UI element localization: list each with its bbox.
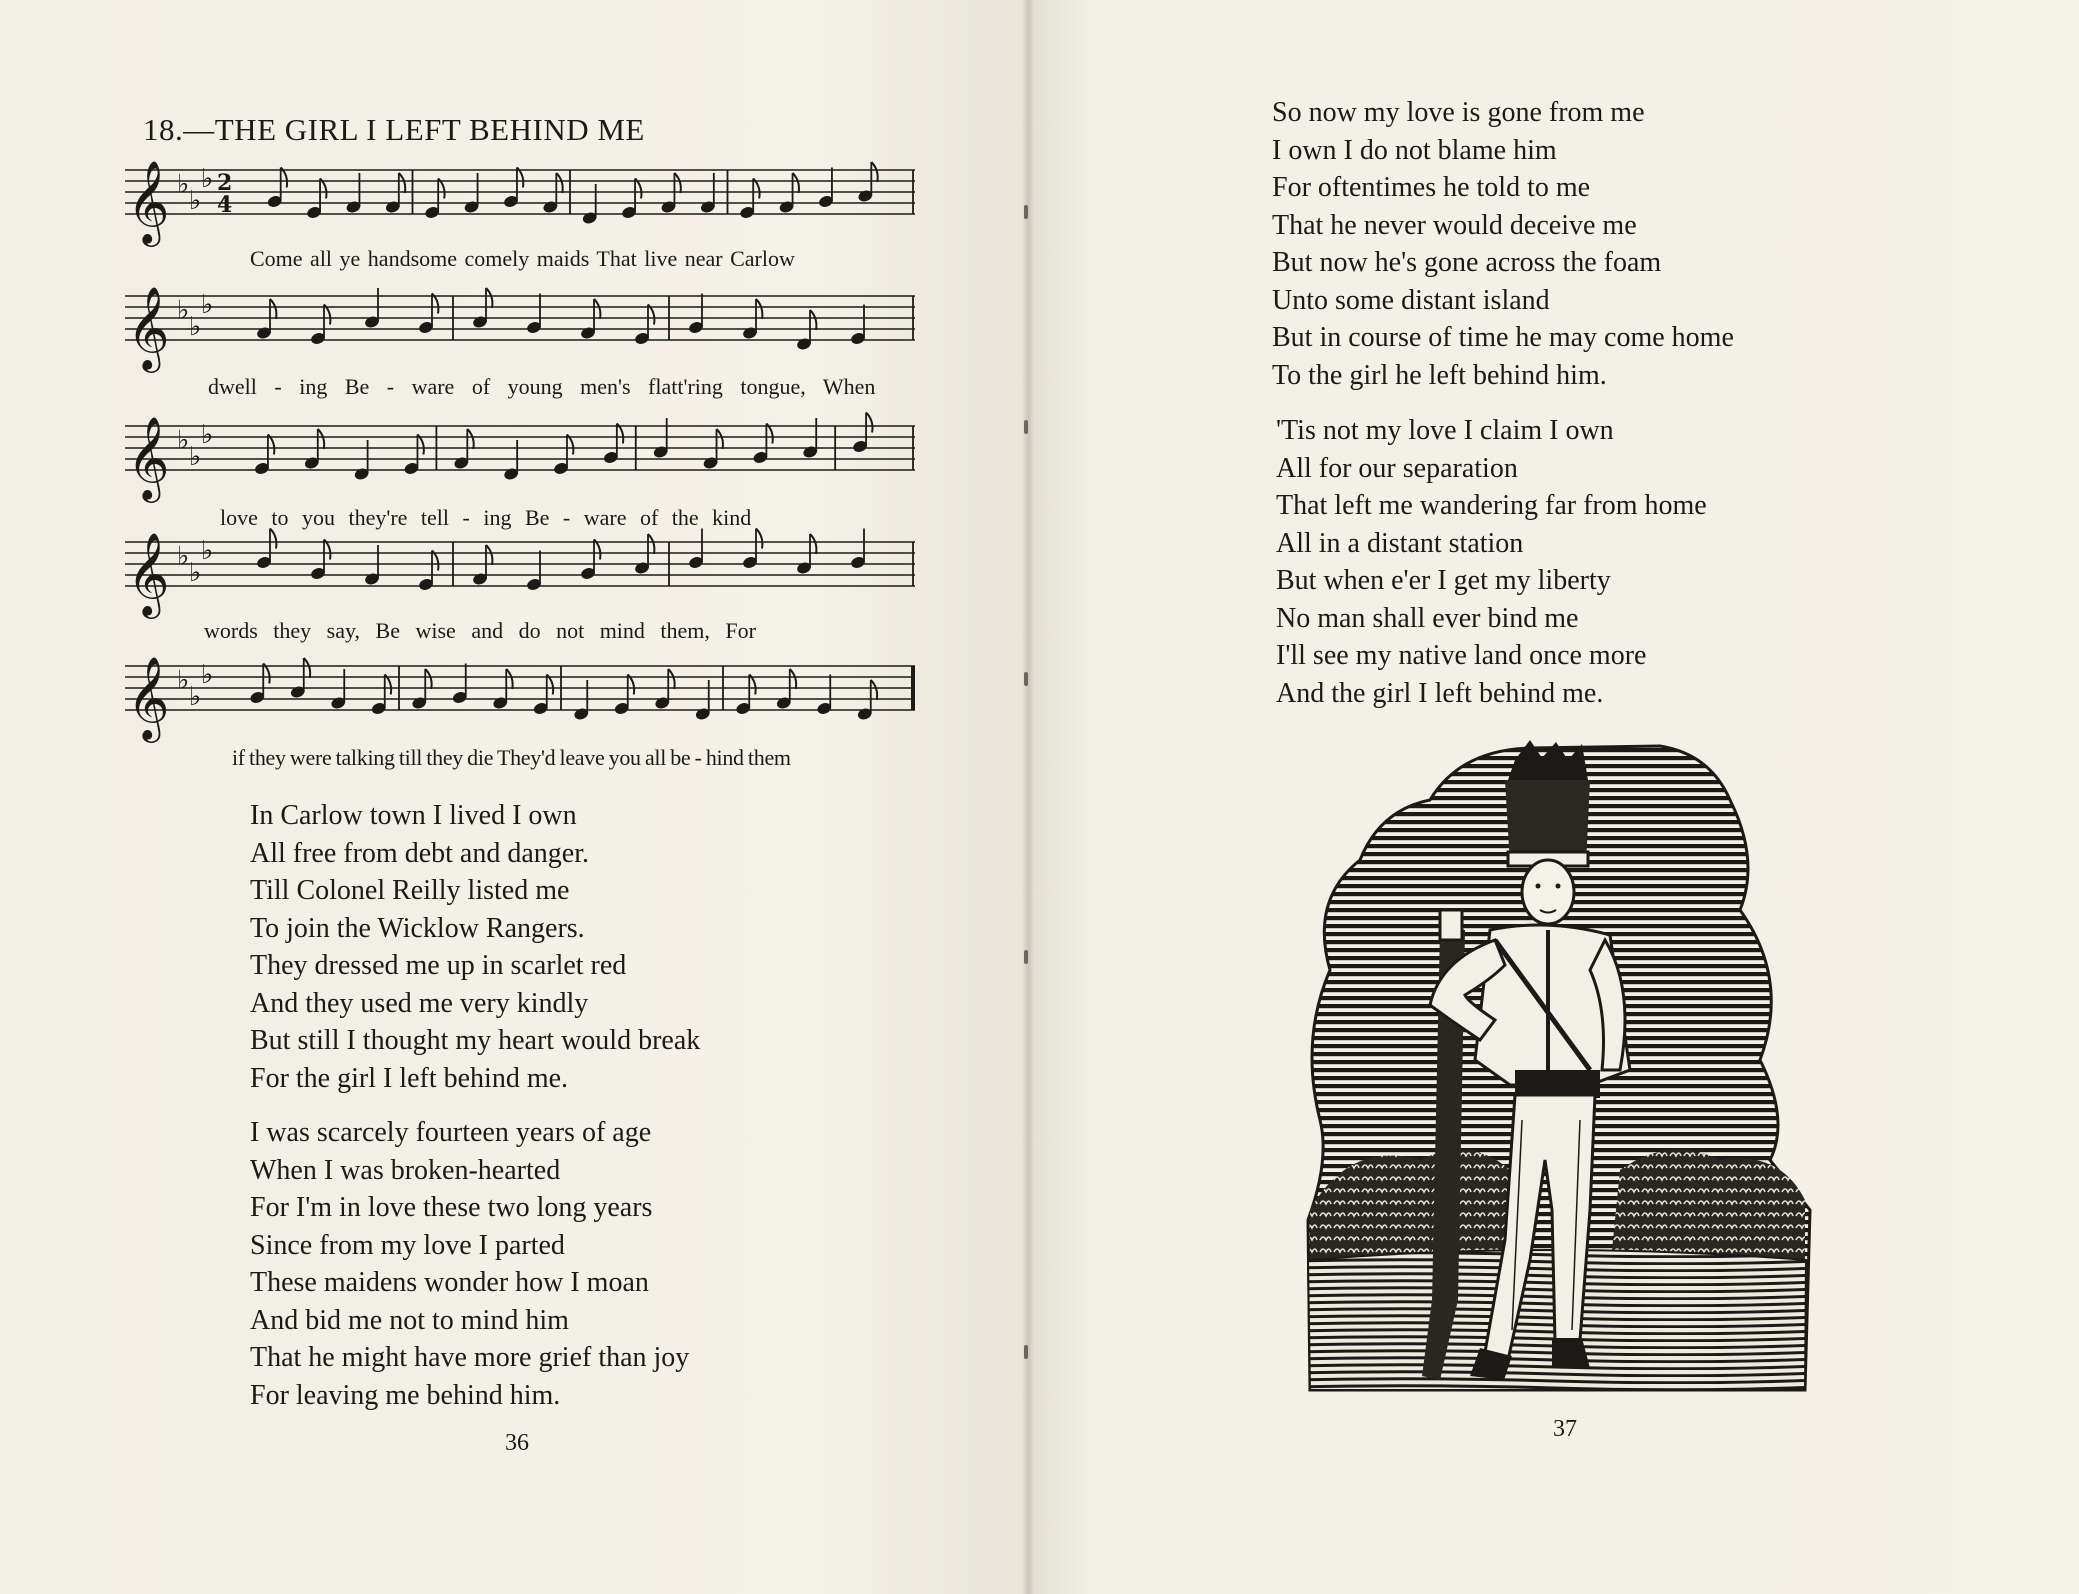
verse-line: For the girl I left behind me. [250, 1062, 569, 1094]
verse-line: 'Tis not my love I claim I own [1276, 415, 1614, 446]
music-staff [125, 520, 915, 620]
svg-text:♭: ♭ [177, 169, 190, 200]
song-title: 18.—THE GIRL I LEFT BEHIND ME [143, 112, 645, 147]
verse-line: But still I thought my heart would break [250, 1025, 701, 1056]
verse-line: And the girl I left behind me. [1276, 677, 1604, 709]
page-number: 36 [505, 1430, 529, 1456]
verse-line: All free from debt and danger. [250, 837, 589, 869]
music-staff [125, 644, 915, 744]
verse [250, 1114, 689, 1414]
verse-line: To join the Wicklow Rangers. [250, 912, 585, 944]
svg-text:𝄞: 𝄞 [127, 415, 170, 499]
verse-line: I'll see my native land once more [1276, 640, 1647, 671]
svg-text:𝄞: 𝄞 [127, 531, 170, 615]
verse-line: I was scarcely fourteen years of age [250, 1117, 652, 1148]
music-lyric-line: Come all ye handsome comely maids That live near Carlow [250, 246, 795, 271]
verse-line: Unto some distant island [1272, 284, 1550, 316]
svg-text:♭: ♭ [189, 682, 202, 712]
verse-line: These maidens wonder how I moan [250, 1267, 649, 1298]
verse-line: But now he's gone across the foam [1272, 247, 1662, 278]
svg-text:♭: ♭ [177, 295, 190, 326]
verse-line: That he never would deceive me [1272, 209, 1637, 241]
verse-line: All in a distant station [1276, 527, 1524, 559]
svg-text:♭: ♭ [177, 425, 190, 456]
binding-stitch [1024, 950, 1028, 964]
verse [1276, 412, 1707, 712]
music-lyric-line: dwell - ing Be - ware of young men's flatt'ring tongue, When [208, 374, 876, 399]
svg-text:♭: ♭ [201, 290, 214, 320]
music-staff-notation [125, 148, 915, 248]
svg-text:♭: ♭ [201, 536, 214, 566]
music-lyric-line: words they say, Be wise and do not mind them, For [204, 618, 756, 643]
binding-stitch [1024, 420, 1028, 434]
verse-line: So now my love is gone from me [1272, 97, 1645, 128]
verse-line: But in course of time he may come home [1272, 322, 1734, 353]
music-staff-notation [125, 274, 915, 374]
verse-line: For I'm in love these two long years [250, 1192, 653, 1223]
verse-line: That left me wandering far from home [1276, 490, 1707, 521]
music-staff-notation [125, 520, 915, 620]
svg-text:♭: ♭ [189, 558, 202, 588]
svg-text:♭: ♭ [201, 660, 214, 690]
binding-stitch [1024, 205, 1028, 219]
music-staff-notation [125, 644, 915, 744]
music-staff [125, 274, 915, 374]
woodcut-soldier-illustration [1290, 740, 1820, 1400]
verse-line: That he might have more grief than joy [250, 1342, 690, 1373]
verse-line: For leaving me behind him. [250, 1379, 561, 1411]
music-staff [125, 404, 915, 504]
verse-line: I own I do not blame him [1272, 134, 1557, 166]
verse-line: And they used me very kindly [250, 987, 589, 1019]
svg-text:𝄞: 𝄞 [127, 159, 170, 243]
svg-text:4: 4 [217, 192, 233, 218]
svg-text:♭: ♭ [201, 164, 214, 194]
verse-line: They dressed me up in scarlet red [250, 950, 627, 981]
svg-text:2: 2 [217, 170, 233, 196]
verse-line: And bid me not to mind him [250, 1304, 569, 1336]
svg-text:♭: ♭ [189, 312, 202, 342]
verse-line: For oftentimes he told to me [1272, 172, 1591, 203]
music-staff [125, 148, 915, 248]
verse-line: But when e'er I get my liberty [1276, 565, 1611, 596]
verse-line: To the girl he left behind him. [1272, 359, 1607, 391]
verse-line: All for our separation [1276, 452, 1518, 484]
svg-text:𝄞: 𝄞 [127, 285, 170, 369]
verse [1272, 94, 1734, 394]
binding-stitch [1024, 672, 1028, 686]
verse-line: No man shall ever bind me [1276, 602, 1579, 634]
verse-line: In Carlow town I lived I own [250, 800, 577, 831]
binding-stitch [1024, 1345, 1028, 1359]
svg-text:𝄞: 𝄞 [127, 655, 170, 739]
svg-text:♭: ♭ [201, 420, 214, 450]
music-staff-notation [125, 404, 915, 504]
verse-line: Till Colonel Reilly listed me [250, 875, 570, 906]
verse-line: Since from my love I parted [250, 1229, 565, 1261]
svg-text:♭: ♭ [177, 541, 190, 572]
verse-line: When I was broken-hearted [250, 1154, 561, 1186]
svg-text:♭: ♭ [177, 665, 190, 696]
svg-text:♭: ♭ [189, 442, 202, 472]
music-lyric-line: love to you they're tell - ing Be - ware of the kind [220, 505, 752, 530]
verse [250, 797, 700, 1097]
page-number: 37 [1553, 1416, 1577, 1442]
music-lyric-line: if they were talking till they die They'd leave you all be - hind them [232, 745, 791, 770]
svg-text:♭: ♭ [189, 186, 202, 216]
